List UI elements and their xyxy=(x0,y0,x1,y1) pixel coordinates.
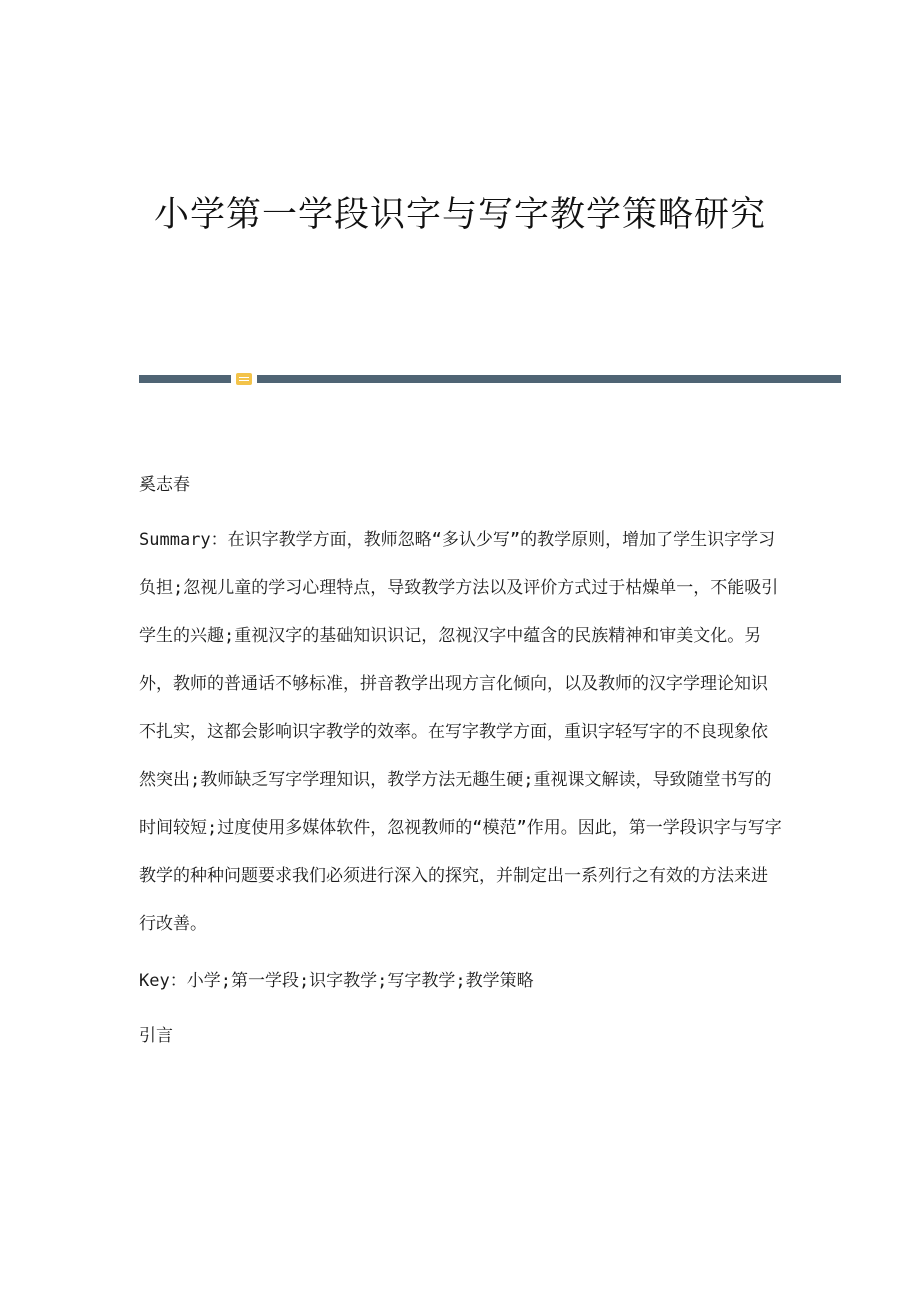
keywords-line: Key：小学;第一学段;识字教学;写字教学;教学策略 xyxy=(139,971,534,991)
section-heading-intro: 引言 xyxy=(139,1026,173,1046)
divider-marker-icon xyxy=(236,373,252,385)
title-divider xyxy=(139,373,841,385)
summary-paragraph: Summary：在识字教学方面，教师忽略“多认少写”的教学原则，增加了学生识字学习负担;忽视儿童的学习心理特点，导致教学方法以及评价方式过于枯燥单一，不能吸引学生的兴趣;重视汉字的基础知识识记，忽视汉字中蕴含的民族精神和审美文化。另外，教师的普通话不够标准，拼音教学出现方言化倾向，以及教师的汉字学理论知识不扎实，这都会影响识字教学的效率。在写字教学方面，重识字轻写字的不良现象依然突出;教师缺乏写字学理知识，教学方法无趣生硬;重视课文解读，导致随堂书写的时间较短;过度使用多媒体软件，忽视教师的“模范”作用。因此，第一学段识字与写字教学的种种问题要求我们必须进行深入的探究，并制定出一系列行之有效的方法来进行改善。 xyxy=(139,530,782,934)
divider-bar-left xyxy=(139,375,231,383)
divider-bar-right xyxy=(257,375,841,383)
author-name: 奚志春 xyxy=(139,475,190,495)
document-title: 小学第一学段识字与写字教学策略研究 xyxy=(153,195,766,235)
